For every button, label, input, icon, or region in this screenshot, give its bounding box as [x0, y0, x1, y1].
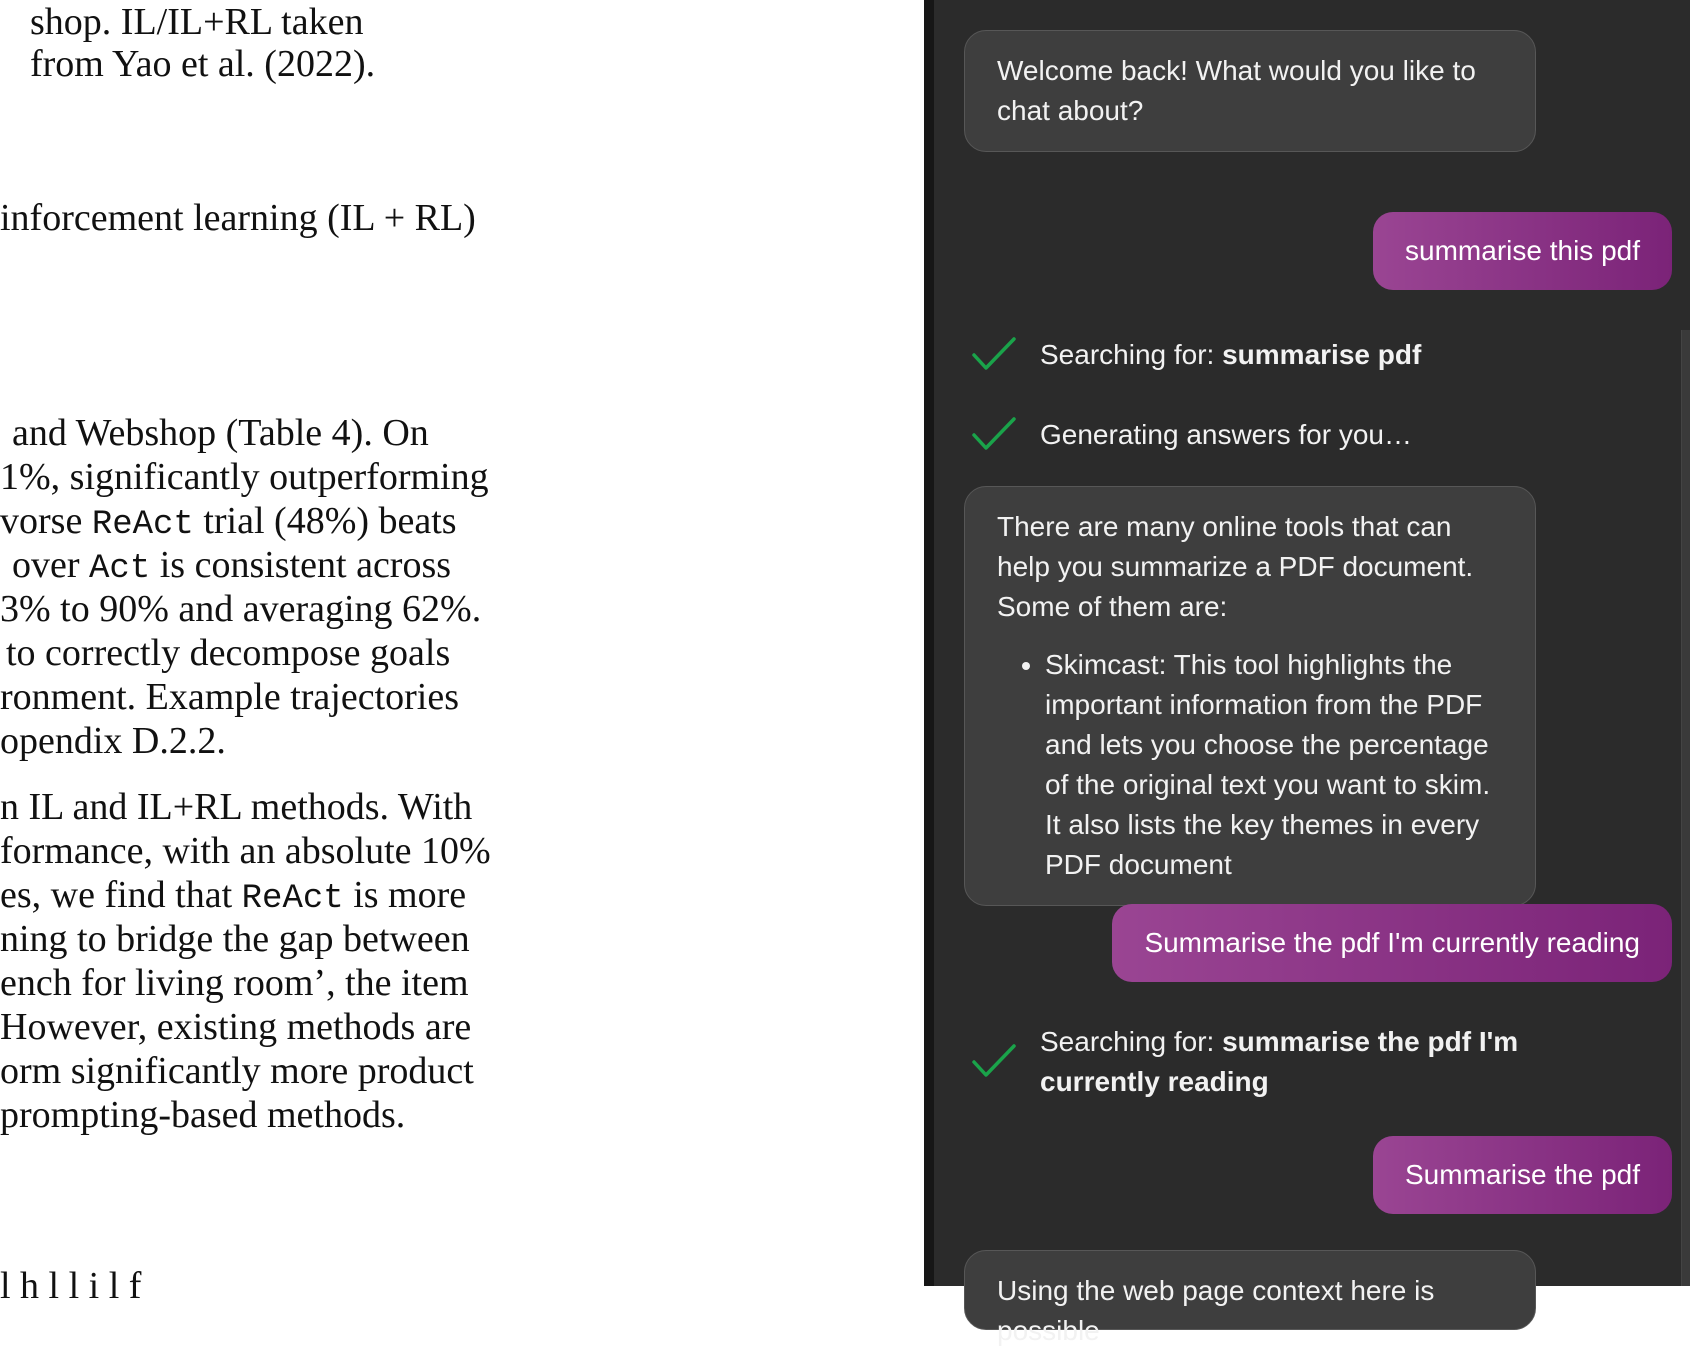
pdf-text-line: formance, with an absolute 10%	[0, 830, 491, 872]
tool-list	[997, 645, 1503, 885]
pdf-code-react: ReAct	[91, 506, 194, 544]
pdf-text-fragment: is consistent across	[159, 544, 452, 586]
status-query: summarise pdf	[1222, 339, 1422, 370]
pdf-text-line	[0, 499, 457, 547]
generating-status	[970, 415, 1610, 455]
checkmark-icon	[970, 1042, 1018, 1082]
status-prefix: Searching for:	[1040, 339, 1223, 370]
pdf-text-fragment: over	[12, 544, 80, 586]
search-status	[970, 335, 1610, 375]
pdf-text-fragment: trial (48%) beats	[203, 500, 457, 542]
pdf-text-line: n IL and IL+RL methods. With	[0, 786, 473, 828]
checkmark-icon	[970, 415, 1018, 455]
pdf-text-line: inforcement learning (IL + RL)	[0, 197, 476, 239]
pdf-text-line	[0, 873, 466, 921]
pdf-text-fragment: is more	[353, 874, 467, 916]
pdf-text-line: opendix D.2.2.	[0, 720, 226, 762]
user-message-text: summarise this pdf	[1405, 235, 1640, 266]
pdf-text-fragment: es, we find that	[0, 874, 233, 916]
assistant-message	[964, 30, 1536, 152]
status-prefix: Searching for:	[1040, 1026, 1223, 1057]
pdf-code-react: ReAct	[241, 880, 344, 918]
pdf-text-line	[12, 543, 451, 591]
pdf-text-line: shop. IL/IL+RL taken	[30, 1, 364, 43]
status-query: summarise the pdf I'm currently reading	[1040, 1026, 1519, 1097]
user-message	[1112, 904, 1672, 982]
pdf-text-line: 1%, significantly outperforming	[0, 456, 489, 498]
pdf-text-line: ning to bridge the gap between	[0, 918, 470, 960]
pdf-text-line: from Yao et al. (2022).	[30, 43, 376, 85]
pdf-text-line: However, existing methods are	[0, 1006, 472, 1048]
chat-scrollbar[interactable]	[1681, 330, 1690, 1286]
pdf-text-line: l h l l i l f	[0, 1265, 142, 1307]
status-text	[1040, 1022, 1570, 1102]
checkmark-icon	[970, 335, 1018, 375]
partial-reply-text: Using the web page context here is possible	[997, 1275, 1435, 1346]
chat-panel	[934, 0, 1690, 1346]
list-item: • Skimcast: This tool highlights the important information from the PDF and lets you choose the percentage of the original text you want to skim. It also lists the key themes in every PDF document	[1045, 645, 1503, 885]
assistant-message	[964, 1250, 1536, 1346]
answer-intro: There are many online tools that can help you summarize a PDF document. Some of them are:	[997, 511, 1474, 622]
pdf-text-line: to correctly decompose goals	[6, 632, 451, 674]
pdf-text-line: ench for living room’, the item	[0, 962, 469, 1004]
pdf-text-line: and Webshop (Table 4). On	[12, 412, 429, 454]
pdf-code-act: Act	[89, 550, 151, 588]
pdf-text-line: prompting-based methods.	[0, 1094, 406, 1136]
search-status	[970, 1022, 1570, 1102]
pane-divider[interactable]	[924, 0, 934, 1286]
welcome-text: Welcome back! What would you like to chat about?	[997, 55, 1476, 126]
pdf-text-line: ronment. Example trajectories	[0, 676, 459, 718]
pdf-text-fragment: vorse	[0, 500, 83, 542]
user-message	[1373, 212, 1672, 290]
pdf-text-line: orm significantly more product	[0, 1050, 474, 1092]
user-message-text: Summarise the pdf I'm currently reading	[1144, 927, 1640, 958]
pdf-text-line: 3% to 90% and averaging 62%.	[0, 588, 482, 630]
user-message	[1373, 1136, 1672, 1214]
assistant-message	[964, 486, 1536, 906]
user-message-text: Summarise the pdf	[1405, 1159, 1640, 1190]
status-text: Generating answers for you…	[1040, 419, 1412, 450]
status-text	[1040, 335, 1421, 375]
